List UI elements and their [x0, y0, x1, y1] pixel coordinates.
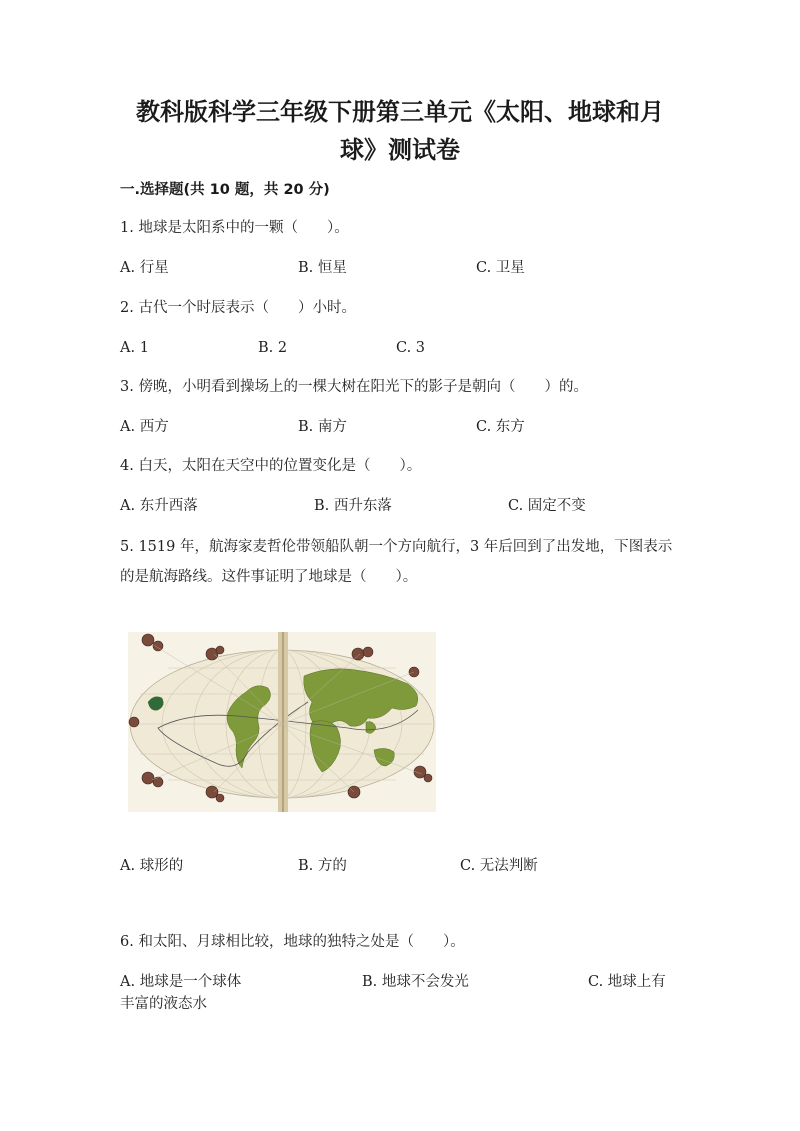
question-1-option-b[interactable]: B. 恒星 — [298, 260, 347, 276]
question-1-stem: 1. 地球是太阳系中的一颗（ ）。 — [120, 220, 349, 236]
question-3-option-b[interactable]: B. 南方 — [298, 419, 347, 435]
question-5-stem: 5. 1519 年，航海家麦哲伦带领船队朝一个方向航行，3 年后回到了出发地，下图表示的是航海路线。这件事证明了地球是（ ）。 — [120, 539, 673, 585]
question-3-stem: 3. 傍晚，小明看到操场上的一棵大树在阳光下的影子是朝向（ ）的。 — [120, 379, 588, 395]
title-line-2: 球》测试卷 — [340, 136, 460, 164]
question-3-option-a[interactable]: A. 西方 — [120, 419, 169, 435]
question-2-stem: 2. 古代一个时辰表示（ ）小时。 — [120, 300, 356, 316]
question-4-option-c[interactable]: C. 固定不变 — [508, 498, 586, 514]
question-5-option-b[interactable]: B. 方的 — [298, 858, 347, 874]
question-6-stem: 6. 和太阳、月球相比较，地球的独特之处是（ ）。 — [120, 934, 465, 950]
question-4-option-b[interactable]: B. 西升东落 — [314, 498, 392, 514]
page-title — [100, 93, 700, 169]
title-line-1: 教科版科学三年级下册第三单元《太阳、地球和月 — [136, 98, 664, 126]
question-4-option-a[interactable]: A. 东升西落 — [120, 498, 198, 514]
question-5-option-a[interactable]: A. 球形的 — [120, 858, 184, 874]
question-6-option-c-continuation: 丰富的液态水 — [120, 996, 207, 1012]
question-1-option-c[interactable]: C. 卫星 — [476, 260, 525, 276]
question-4-stem: 4. 白天，太阳在天空中的位置变化是（ ）。 — [120, 458, 422, 474]
question-1-option-a[interactable]: A. 行星 — [120, 260, 169, 276]
section-heading: 一.选择题(共 10 题，共 20 分) — [120, 182, 330, 198]
question-6-option-a[interactable]: A. 地球是一个球体 — [120, 974, 242, 990]
magellan-route-map — [128, 632, 436, 812]
question-2-option-a[interactable]: A. 1 — [120, 340, 149, 356]
question-3-option-c[interactable]: C. 东方 — [476, 419, 525, 435]
question-5-option-c[interactable]: C. 无法判断 — [460, 858, 538, 874]
question-6-option-c[interactable]: C. 地球上有 — [588, 974, 666, 990]
question-2-option-c[interactable]: C. 3 — [396, 340, 426, 356]
question-6-option-b[interactable]: B. 地球不会发光 — [362, 974, 469, 990]
world-map-image — [128, 632, 436, 812]
question-2-option-b[interactable]: B. 2 — [258, 340, 288, 356]
